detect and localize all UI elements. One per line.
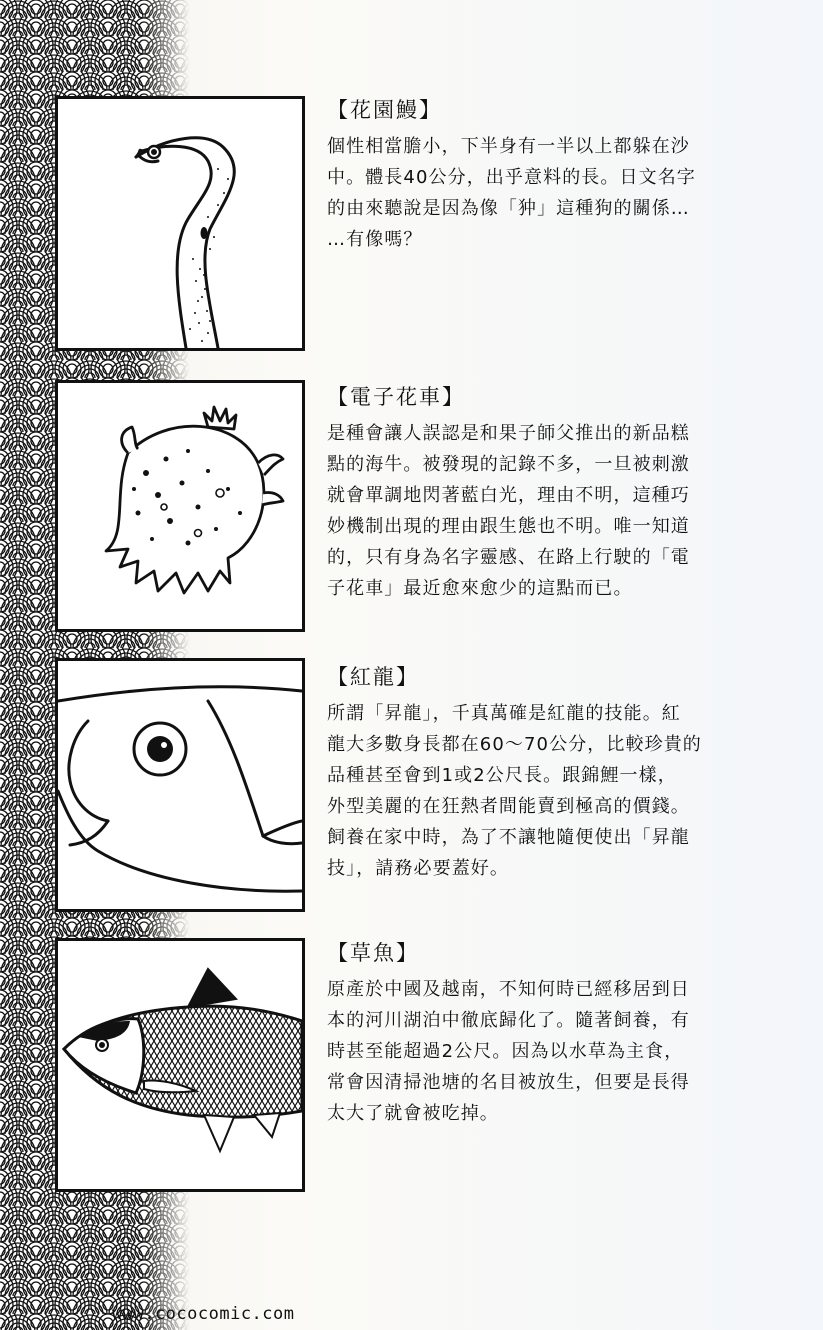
watermark-text: www.cococomic.com — [112, 1304, 295, 1324]
entry-body: 所謂「昇龍」，千真萬確是紅龍的技能。紅 龍大多數身長都在60～70公分，比較珍貴的 品種甚至會到1或2公尺長。跟錦鯉一樣， 外型美麗的在狂熱者間能賣到極高的價錢。 飼養在家中時，為了不讓牠隨便使出「昇龍 技」，請務必要蓋好。 — [327, 703, 702, 879]
entry-title: 【花園鰻】 — [327, 98, 442, 122]
grass-carp-illustration — [55, 938, 305, 1192]
entry-grass-carp — [327, 938, 782, 1129]
entry-arowana — [327, 662, 782, 884]
entry-body: 原產於中國及越南，不知何時已經移居到日 本的河川湖泊中徹底歸化了。隨著飼養，有 時甚至能超過2公尺。因為以水草為主食， 常會因清掃池塘的名目被放生，但要是長得 太大了就會被吃掉。 — [327, 979, 690, 1124]
entry-garden-eel — [327, 95, 782, 255]
entry-title: 【草魚】 — [327, 941, 419, 965]
garden-eel-illustration — [55, 96, 305, 351]
entry-sea-slug — [327, 382, 782, 604]
arowana-illustration — [55, 658, 305, 912]
sea-slug-illustration — [55, 380, 305, 632]
entry-body: 個性相當膽小，下半身有一半以上都躲在沙 中。體長40公分，出乎意料的長。日文名字 的由來聽說是因為像「狆」這種狗的關係… …有像嗎？ — [327, 136, 696, 250]
entry-body: 是種會讓人誤認是和果子師父推出的新品糕 點的海牛。被發現的記錄不多，一旦被刺激 就會單調地閃著藍白光，理由不明，這種巧 妙機制出現的理由跟生態也不明。唯一知道 的，只有身為名字靈感、在路上行駛的「電 子花車」最近愈來愈少的這點而已。 — [327, 423, 690, 599]
entry-title: 【紅龍】 — [327, 665, 419, 689]
entry-title: 【電子花車】 — [327, 385, 465, 409]
